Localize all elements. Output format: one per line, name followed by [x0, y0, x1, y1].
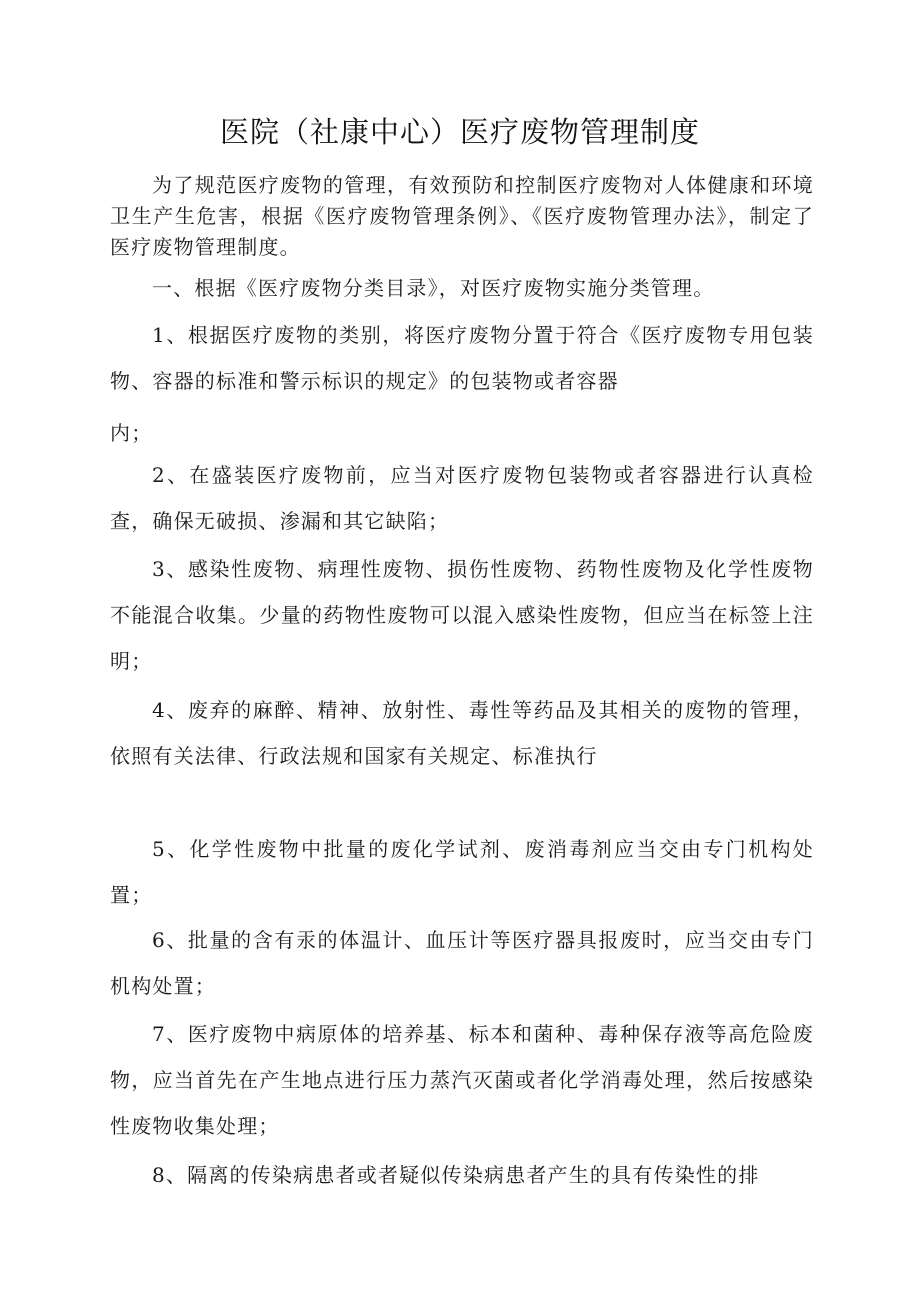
paragraph-section-1: 一、根据《医疗废物分类目录》，对医疗废物实施分类管理。	[152, 276, 715, 300]
paragraph-item-7: 7、医疗废物中病原体的培养基、标本和菌种、毒种保存液等高危险废物，应当首先在产生地点进行压力蒸汽灭菌或者化学消毒处理，然后按感染性废物收集处理；	[110, 1022, 814, 1138]
paragraph-item-8: 8、隔离的传染病患者或者疑似传染病患者产生的具有传染性的排	[152, 1163, 760, 1187]
document-title: 医院（社康中心）医疗废物管理制度	[219, 115, 700, 149]
paragraph-item-1: 1、根据医疗废物的类别，将医疗废物分置于符合《医疗废物专用包装物、容器的标准和警示标识的规定》的包装物或者容器	[110, 323, 814, 393]
paragraph-item-5: 5、化学性废物中批量的废化学试剂、废消毒剂应当交由专门机构处置；	[110, 837, 814, 907]
paragraph-intro: 为了规范医疗废物的管理，有效预防和控制医疗废物对人体健康和环境卫生产生危害，根据《医疗废物管理条例》、《医疗废物管理办法》，制定了医疗废物管理制度。	[110, 173, 814, 259]
paragraph-item-3: 3、感染性废物、病理性废物、损伤性废物、药物性废物及化学性废物不能混合收集。少量的药物性废物可以混入感染性废物，但应当在标签上注明；	[110, 557, 814, 673]
paragraph-item-1-continued: 内；	[110, 421, 153, 445]
paragraph-item-2: 2、在盛装医疗废物前，应当对医疗废物包装物或者容器进行认真检查，确保无破损、渗漏和其它缺陷；	[110, 463, 814, 533]
paragraph-item-4: 4、废弃的麻醉、精神、放射性、毒性等药品及其相关的废物的管理，依照有关法律、行政法规和国家有关规定、标准执行	[110, 698, 814, 768]
paragraph-item-6: 6、批量的含有汞的体温计、血压计等医疗器具报废时，应当交由专门机构处置；	[110, 928, 814, 998]
